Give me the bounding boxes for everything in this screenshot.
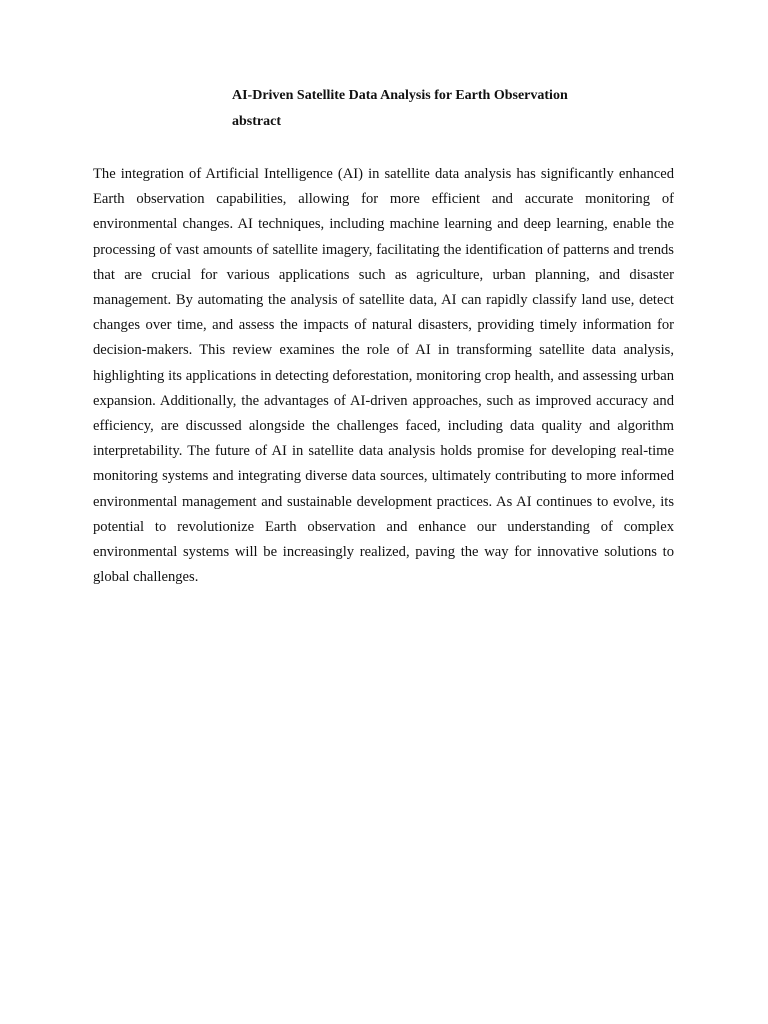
document-title: AI-Driven Satellite Data Analysis for Earth Observation [232, 88, 568, 103]
abstract-paragraph: The integration of Artificial Intelligence (AI) in satellite data analysis has significantly enhanced Earth observation capabilities, allowing for more efficient and accurate monitoring of environmental changes. AI techniques, including machine learning and deep learning, enable the processing of vast amounts of satellite imagery, facilitating the identification of patterns and trends that are crucial for various applications such as agriculture, urban planning, and disaster management. By automating the analysis of satellite data, AI can rapidly classify land use, detect changes over time, and assess the impacts of natural disasters, providing timely information for decision-makers. This review examines the role of AI in transforming satellite data analysis, highlighting its applications in detecting deforestation, monitoring crop health, and assessing urban expansion. Additionally, the advantages of AI-driven approaches, such as improved accuracy and efficiency, are discussed alongside the challenges faced, including data quality and algorithm interpretability. The future of AI in satellite data analysis holds promise for developing real-time monitoring systems and integrating diverse data sources, ultimately contributing to more informed environmental management and sustainable development practices. As AI continues to evolve, its potential to revolutionize Earth observation and enhance our understanding of complex environmental systems will be increasingly realized, paving the way for innovative solutions to global challenges. [93, 166, 674, 586]
section-heading-abstract: abstract [232, 114, 281, 129]
